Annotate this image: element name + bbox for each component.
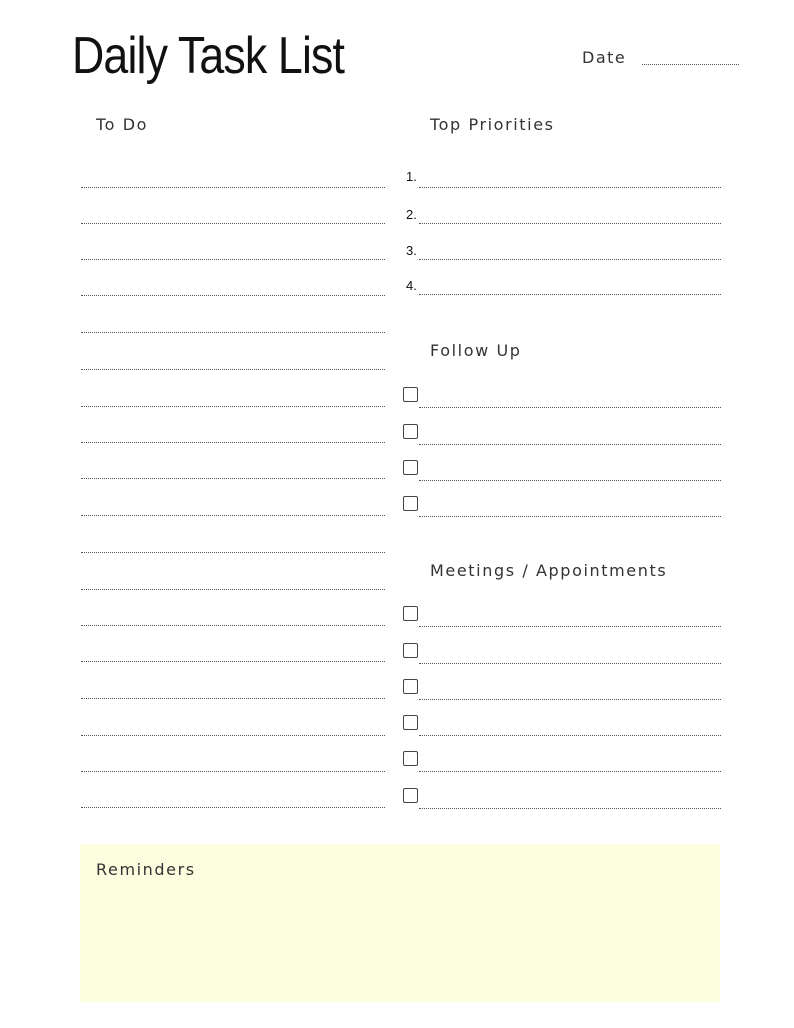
follow-up-heading: Follow Up: [430, 341, 522, 360]
follow-up-checkbox[interactable]: [403, 496, 418, 511]
date-label: Date: [582, 48, 627, 67]
meeting-line[interactable]: [419, 626, 721, 627]
todo-heading: To Do: [96, 115, 149, 134]
priority-number: 4.: [406, 278, 417, 293]
meeting-line[interactable]: [419, 808, 721, 809]
todo-line[interactable]: [81, 552, 385, 553]
follow-up-checkbox[interactable]: [403, 424, 418, 439]
follow-up-line[interactable]: [419, 444, 721, 445]
top-priorities-heading: Top Priorities: [430, 115, 555, 134]
todo-line[interactable]: [81, 259, 385, 260]
todo-line[interactable]: [81, 661, 385, 662]
meeting-checkbox[interactable]: [403, 715, 418, 730]
meeting-line[interactable]: [419, 663, 721, 664]
todo-line[interactable]: [81, 625, 385, 626]
meetings-heading: Meetings / Appointments: [430, 561, 668, 580]
priority-number: 2.: [406, 207, 417, 222]
meeting-checkbox[interactable]: [403, 643, 418, 658]
meeting-checkbox[interactable]: [403, 606, 418, 621]
priority-line[interactable]: [419, 294, 721, 295]
todo-line[interactable]: [81, 698, 385, 699]
meeting-checkbox[interactable]: [403, 751, 418, 766]
todo-line[interactable]: [81, 589, 385, 590]
priority-number: 1.: [406, 169, 417, 184]
todo-line[interactable]: [81, 406, 385, 407]
page-title: Daily Task List: [72, 27, 345, 85]
follow-up-line[interactable]: [419, 480, 721, 481]
priority-line[interactable]: [419, 223, 721, 224]
meeting-line[interactable]: [419, 735, 721, 736]
todo-line[interactable]: [81, 771, 385, 772]
reminders-box[interactable]: [80, 844, 720, 1002]
todo-line[interactable]: [81, 332, 385, 333]
todo-line[interactable]: [81, 478, 385, 479]
todo-line[interactable]: [81, 187, 385, 188]
todo-line[interactable]: [81, 807, 385, 808]
priority-line[interactable]: [419, 187, 721, 188]
todo-line[interactable]: [81, 223, 385, 224]
todo-line[interactable]: [81, 369, 385, 370]
meeting-checkbox[interactable]: [403, 679, 418, 694]
meeting-line[interactable]: [419, 771, 721, 772]
todo-line[interactable]: [81, 515, 385, 516]
meeting-line[interactable]: [419, 699, 721, 700]
todo-line[interactable]: [81, 442, 385, 443]
priority-line[interactable]: [419, 259, 721, 260]
reminders-heading: Reminders: [96, 860, 196, 879]
meeting-checkbox[interactable]: [403, 788, 418, 803]
follow-up-checkbox[interactable]: [403, 387, 418, 402]
follow-up-line[interactable]: [419, 407, 721, 408]
date-input-line[interactable]: [642, 64, 739, 65]
priority-number: 3.: [406, 243, 417, 258]
todo-line[interactable]: [81, 735, 385, 736]
follow-up-checkbox[interactable]: [403, 460, 418, 475]
todo-line[interactable]: [81, 295, 385, 296]
follow-up-line[interactable]: [419, 516, 721, 517]
